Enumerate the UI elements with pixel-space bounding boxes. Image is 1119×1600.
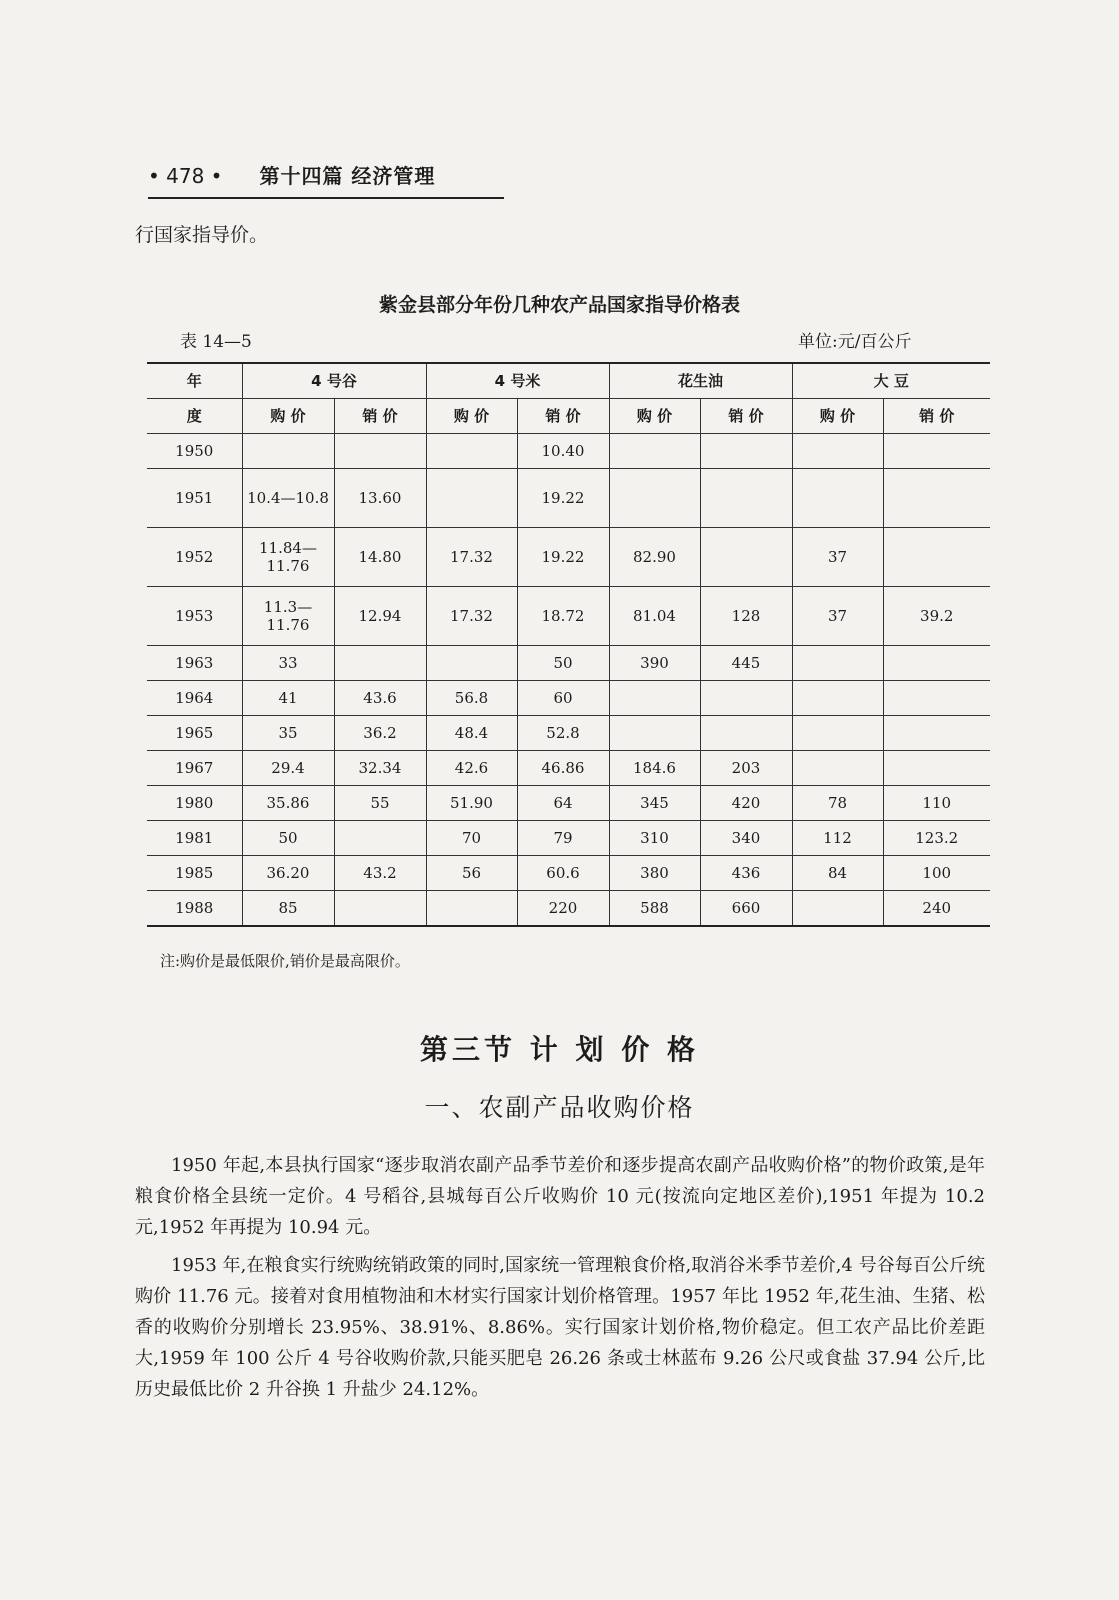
table-note: 注:购价是最低限价,销价是最高限价。: [160, 952, 410, 970]
year-cell: 1950: [147, 434, 242, 469]
price-cell: 420: [700, 786, 792, 821]
price-cell: [792, 891, 883, 927]
table-group-header-row: [147, 363, 990, 399]
price-cell: 70: [426, 821, 517, 856]
continuation-text: 行国家指导价。: [135, 224, 269, 246]
table-number: 表 14—5: [180, 332, 252, 352]
price-cell: [609, 681, 700, 716]
section-title: 第三节 计 划 价 格: [420, 1033, 699, 1066]
price-cell: [334, 891, 426, 927]
price-cell: 37: [792, 528, 883, 587]
buy-price-header: 购 价: [792, 399, 883, 434]
group-header: 4 号谷: [242, 363, 426, 399]
year-cell: 1953: [147, 587, 242, 646]
price-cell: [792, 681, 883, 716]
group-header: 花生油: [609, 363, 792, 399]
table-row: [147, 821, 990, 856]
table-body: [147, 434, 990, 927]
price-cell: 43.6: [334, 681, 426, 716]
sell-price-header: 销 价: [883, 399, 990, 434]
table-row: [147, 856, 990, 891]
price-cell: 128: [700, 587, 792, 646]
year-cell: 1964: [147, 681, 242, 716]
price-cell: 100: [883, 856, 990, 891]
price-cell: 37: [792, 587, 883, 646]
price-cell: [609, 469, 700, 528]
price-cell: 10.40: [517, 434, 609, 469]
year-cell: 1981: [147, 821, 242, 856]
price-cell: 14.80: [334, 528, 426, 587]
price-cell: 43.2: [334, 856, 426, 891]
table-unit: 单位:元/百公斤: [798, 332, 912, 352]
price-cell: 60.6: [517, 856, 609, 891]
table-row: [147, 528, 990, 587]
price-cell: 17.32: [426, 528, 517, 587]
price-cell: [792, 716, 883, 751]
year-cell: 1965: [147, 716, 242, 751]
price-cell: 13.60: [334, 469, 426, 528]
sell-price-header: 销 价: [334, 399, 426, 434]
price-cell: 39.2: [883, 587, 990, 646]
price-cell: [700, 681, 792, 716]
price-cell: [609, 716, 700, 751]
table-row: [147, 681, 990, 716]
price-cell: [700, 434, 792, 469]
price-cell: [883, 716, 990, 751]
year-header-bottom: 度: [147, 399, 242, 434]
price-cell: 46.86: [517, 751, 609, 786]
price-cell: 35.86: [242, 786, 334, 821]
price-cell: 17.32: [426, 587, 517, 646]
price-cell: [609, 434, 700, 469]
price-cell: 35: [242, 716, 334, 751]
year-header-top: 年: [147, 363, 242, 399]
price-cell: 84: [792, 856, 883, 891]
price-cell: 64: [517, 786, 609, 821]
price-cell: [792, 751, 883, 786]
price-cell: [883, 434, 990, 469]
price-cell: [792, 469, 883, 528]
buy-price-header: 购 价: [609, 399, 700, 434]
price-cell: 11.3—11.76: [242, 587, 334, 646]
price-cell: 51.90: [426, 786, 517, 821]
price-cell: [334, 821, 426, 856]
price-cell: [426, 891, 517, 927]
price-cell: 18.72: [517, 587, 609, 646]
price-cell: 588: [609, 891, 700, 927]
price-cell: 340: [700, 821, 792, 856]
page-number: • 478 •: [148, 164, 223, 188]
table-row: [147, 716, 990, 751]
year-cell: 1988: [147, 891, 242, 927]
table-row: [147, 646, 990, 681]
price-cell: [700, 528, 792, 587]
price-cell: [426, 469, 517, 528]
buy-price-header: 购 价: [242, 399, 334, 434]
price-cell: 79: [517, 821, 609, 856]
price-cell: [792, 434, 883, 469]
price-cell: 85: [242, 891, 334, 927]
table-sub-header-row: [147, 399, 990, 434]
price-cell: 240: [883, 891, 990, 927]
table-row: [147, 469, 990, 528]
price-cell: 78: [792, 786, 883, 821]
price-cell: 345: [609, 786, 700, 821]
price-cell: [426, 434, 517, 469]
table-row: [147, 786, 990, 821]
price-cell: 110: [883, 786, 990, 821]
table-row: [147, 587, 990, 646]
buy-price-header: 购 价: [426, 399, 517, 434]
table-row: [147, 751, 990, 786]
price-cell: 112: [792, 821, 883, 856]
price-cell: 36.20: [242, 856, 334, 891]
price-cell: 660: [700, 891, 792, 927]
price-cell: 36.2: [334, 716, 426, 751]
price-cell: 32.34: [334, 751, 426, 786]
year-cell: 1980: [147, 786, 242, 821]
page-header: [148, 160, 504, 199]
price-cell: [334, 434, 426, 469]
group-header: 4 号米: [426, 363, 609, 399]
price-cell: [883, 469, 990, 528]
price-cell: 390: [609, 646, 700, 681]
price-cell: [883, 681, 990, 716]
price-cell: 60: [517, 681, 609, 716]
year-cell: 1952: [147, 528, 242, 587]
price-cell: [792, 646, 883, 681]
price-cell: 48.4: [426, 716, 517, 751]
price-cell: 56.8: [426, 681, 517, 716]
price-cell: [883, 646, 990, 681]
price-cell: [700, 469, 792, 528]
price-cell: 81.04: [609, 587, 700, 646]
price-cell: 82.90: [609, 528, 700, 587]
price-cell: 310: [609, 821, 700, 856]
price-cell: [242, 434, 334, 469]
price-cell: 55: [334, 786, 426, 821]
table-row: [147, 434, 990, 469]
price-cell: 203: [700, 751, 792, 786]
section-subtitle: 一、农副产品收购价格: [424, 1093, 695, 1122]
sell-price-header: 销 价: [700, 399, 792, 434]
year-cell: 1985: [147, 856, 242, 891]
price-cell: 220: [517, 891, 609, 927]
table-title: 紫金县部分年份几种农产品国家指导价格表: [378, 294, 740, 316]
price-cell: [334, 646, 426, 681]
price-cell: 380: [609, 856, 700, 891]
sell-price-header: 销 价: [517, 399, 609, 434]
price-cell: [883, 528, 990, 587]
group-header: 大 豆: [792, 363, 990, 399]
price-cell: 42.6: [426, 751, 517, 786]
price-table: [147, 362, 990, 927]
price-cell: [426, 646, 517, 681]
price-cell: 19.22: [517, 469, 609, 528]
price-cell: 33: [242, 646, 334, 681]
price-cell: 445: [700, 646, 792, 681]
price-cell: 29.4: [242, 751, 334, 786]
price-cell: [883, 751, 990, 786]
price-cell: 11.84—11.76: [242, 528, 334, 587]
paragraph: 1950 年起,本县执行国家“逐步取消农副产品季节差价和逐步提高农副产品收购价格”的物价政策,是年粮食价格全县统一定价。4 号稻谷,县城每百公斤收购价 10 元(按流向定地区差价),1951 年提为 10.2 元,1952 年再提为 10.94 元。: [135, 1155, 985, 1238]
price-cell: 184.6: [609, 751, 700, 786]
year-cell: 1963: [147, 646, 242, 681]
price-cell: 52.8: [517, 716, 609, 751]
price-cell: 41: [242, 681, 334, 716]
paragraph: 1953 年,在粮食实行统购统销政策的同时,国家统一管理粮食价格,取消谷米季节差价,4 号谷每百公斤统购价 11.76 元。接着对食用植物油和木材实行国家计划价格管理。1957 年比 1952 年,花生油、生猪、松香的收购价分别增长 23.95%、38.91%、8.86%。实行国家计划价格,物价稳定。但工农产品比价差距大,1959 年 100 公斤 4 号谷收购价款,只能买肥皂 26.26 条或士林蓝布 9.26 公尺或食盐 37.94 公斤,比历史最低比价 2 升谷换 1 升盐少 24.12%。: [135, 1255, 985, 1400]
price-cell: 12.94: [334, 587, 426, 646]
table-row: [147, 891, 990, 927]
price-cell: 56: [426, 856, 517, 891]
year-cell: 1951: [147, 469, 242, 528]
price-cell: 50: [242, 821, 334, 856]
price-cell: 123.2: [883, 821, 990, 856]
price-cell: 436: [700, 856, 792, 891]
year-cell: 1967: [147, 751, 242, 786]
price-cell: 50: [517, 646, 609, 681]
price-cell: [700, 716, 792, 751]
chapter-title: 第十四篇 经济管理: [259, 164, 436, 188]
price-cell: 19.22: [517, 528, 609, 587]
price-cell: 10.4—10.8: [242, 469, 334, 528]
